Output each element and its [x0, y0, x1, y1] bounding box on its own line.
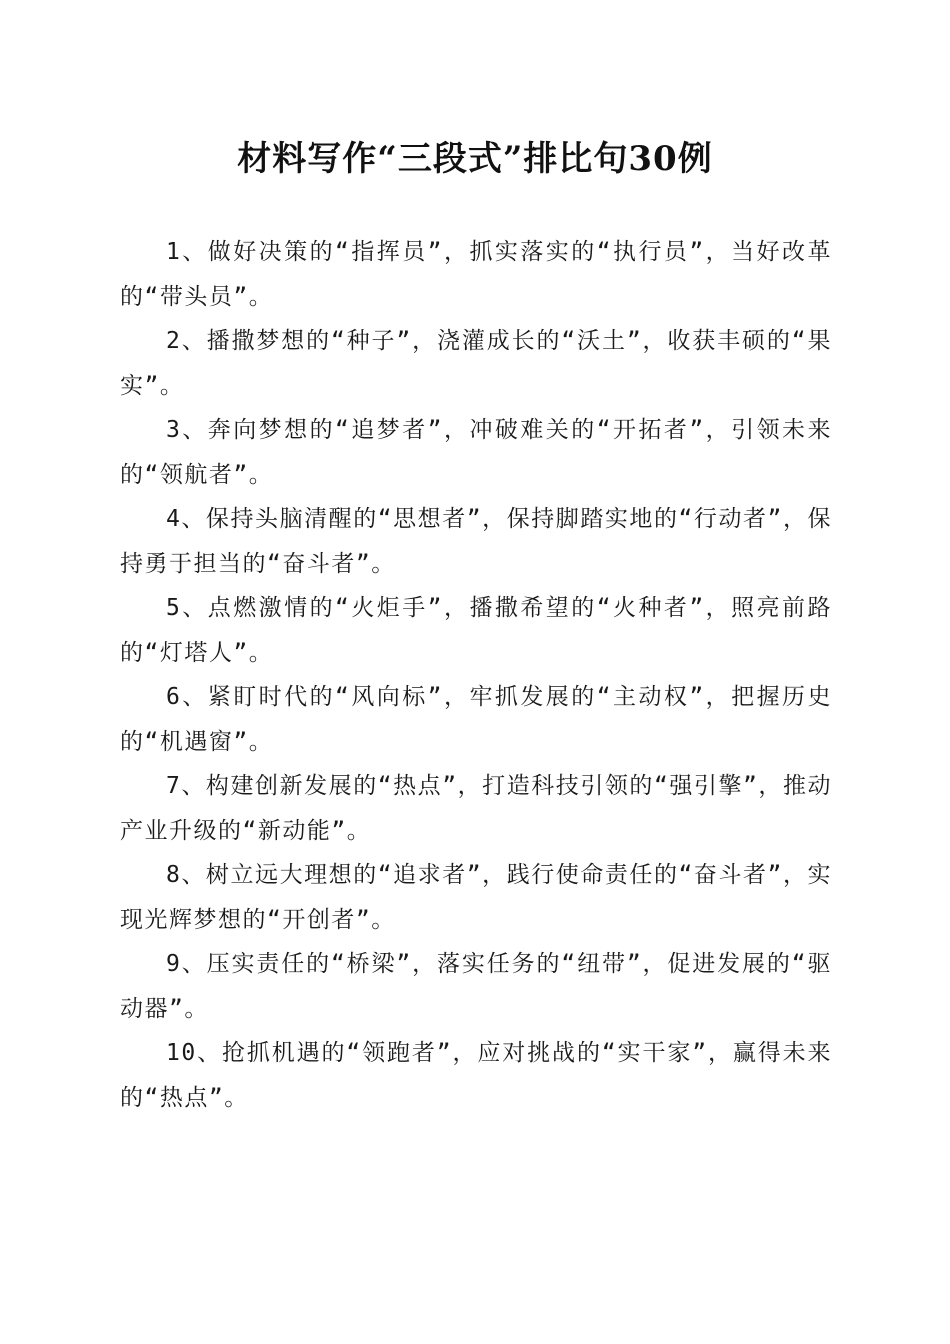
paragraph-10: 10、抢抓机遇的“领跑者”，应对挑战的“实干家”，赢得未来的“热点”。	[120, 1040, 832, 1111]
document-title: 材料写作“三段式”排比句30例	[237, 139, 713, 179]
paragraph-9: 9、压实责任的“桥梁”，落实任务的“纽带”，促进发展的“驱动器”。	[120, 951, 832, 1022]
paragraph-5: 5、点燃激情的“火炬手”，播撒希望的“火种者”，照亮前路的“灯塔人”。	[120, 595, 832, 666]
paragraph-6: 6、紧盯时代的“风向标”，牢抓发展的“主动权”，把握历史的“机遇窗”。	[120, 684, 832, 755]
paragraph-4: 4、保持头脑清醒的“思想者”，保持脚踏实地的“行动者”，保持勇于担当的“奋斗者”。	[120, 506, 832, 577]
paragraph-1: 1、做好决策的“指挥员”，抓实落实的“执行员”，当好改革的“带头员”。	[120, 239, 832, 310]
paragraph-8: 8、树立远大理想的“追求者”，践行使命责任的“奋斗者”，实现光辉梦想的“开创者”。	[120, 862, 832, 933]
paragraph-7: 7、构建创新发展的“热点”，打造科技引领的“强引擎”，推动产业升级的“新动能”。	[120, 773, 832, 844]
paragraph-2: 2、播撒梦想的“种子”，浇灌成长的“沃土”，收获丰硕的“果实”。	[120, 328, 832, 399]
paragraph-3: 3、奔向梦想的“追梦者”，冲破难关的“开拓者”，引领未来的“领航者”。	[120, 417, 832, 488]
document-body	[120, 230, 832, 1120]
